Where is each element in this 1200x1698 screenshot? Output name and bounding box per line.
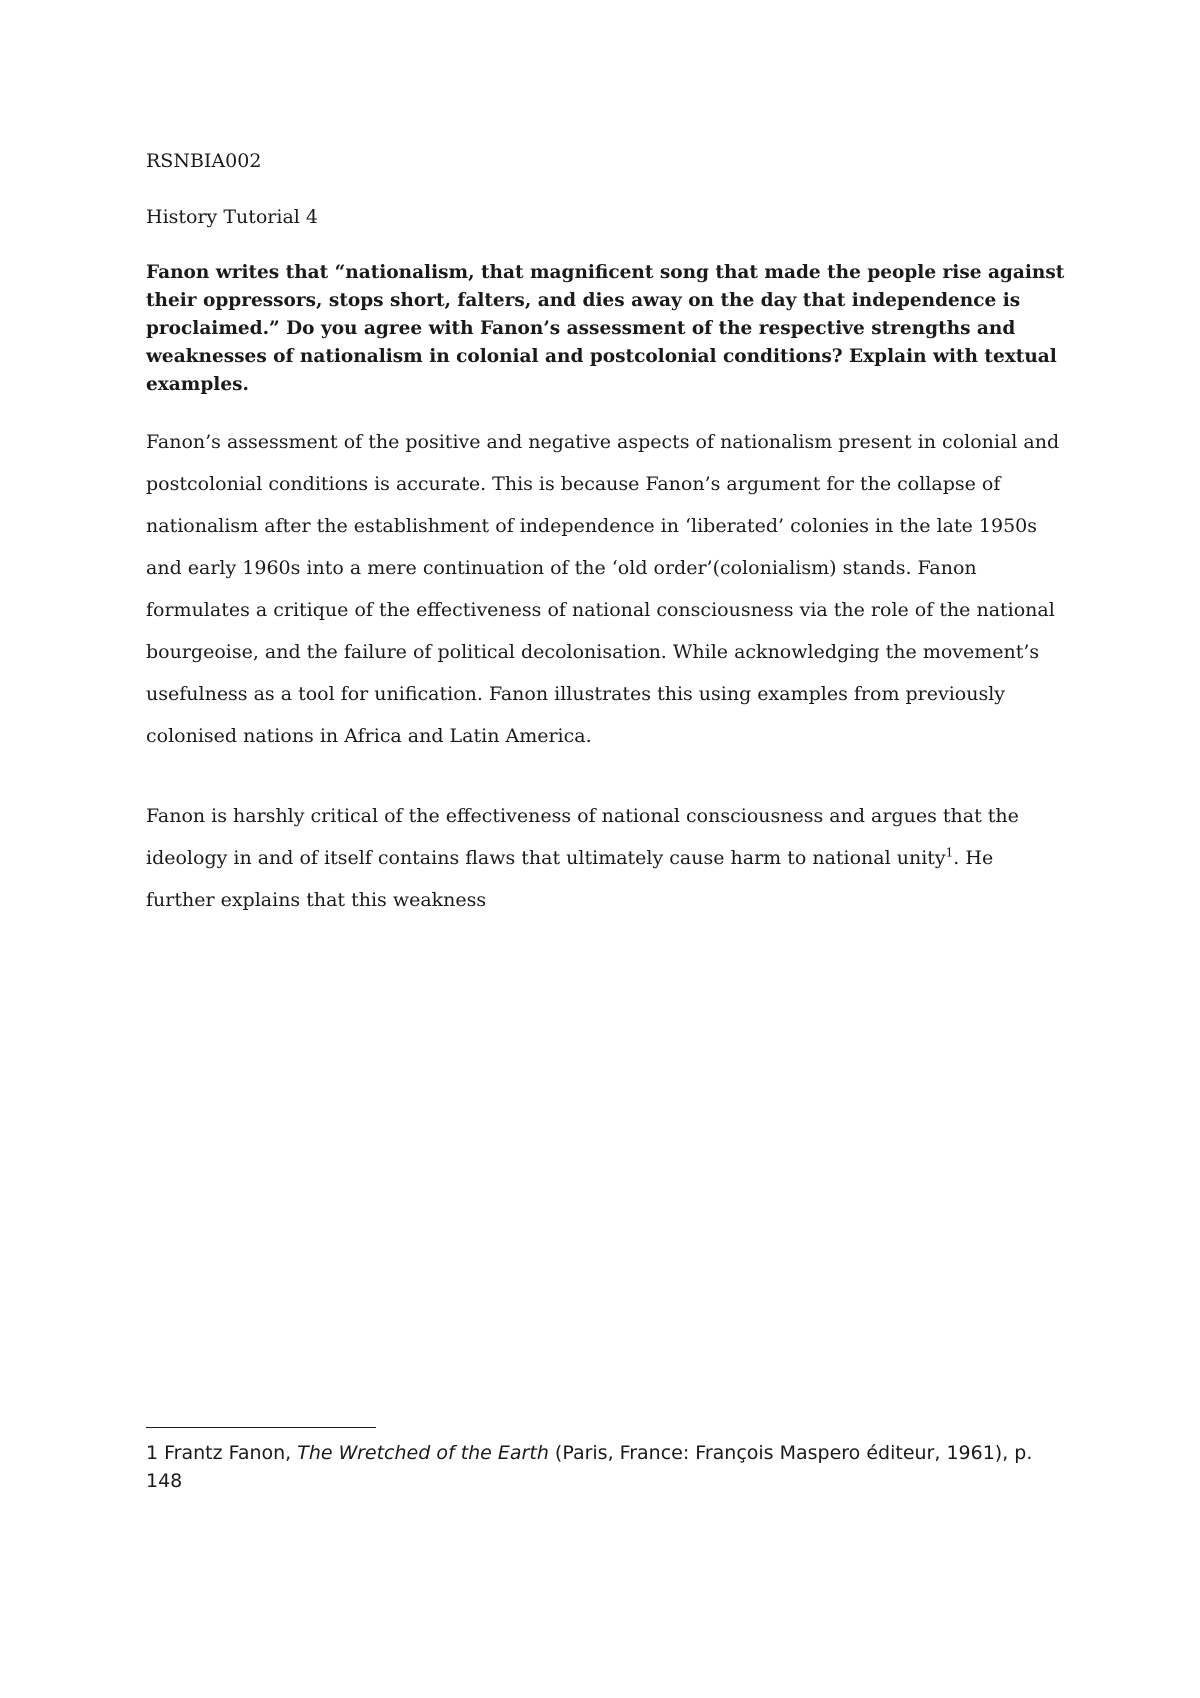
- essay-question: Fanon writes that “nationalism, that magnificent song that made the people rise against their oppressors, stops short, falters, and dies away on the day that independence is proclaimed.” Do you agree with Fanon’s assessment of the respective strengths and weaknesses of nationalism in colonial and postcolonial conditions? Explain with textual examples.: [146, 262, 1065, 395]
- paragraph-2-text-start: Fanon is harshly critical of the effectiveness of national consciousness and argues that the ideology in and of itself contains flaws that ultimately cause harm to national unity: [146, 805, 1019, 869]
- footnote: [146, 1439, 1066, 1495]
- footnote-publication: (Paris, France: François Maspero éditeur, 1961), p. 148: [146, 1442, 1033, 1492]
- body-paragraph-2: [146, 795, 1066, 921]
- course-title: History Tutorial 4: [146, 206, 319, 228]
- footnote-separator: [146, 1427, 376, 1428]
- student-id: RSNBIA002: [146, 150, 262, 172]
- footnote-author: Frantz Fanon,: [164, 1442, 292, 1464]
- paragraph-2-text-end: . He further explains that this weakness: [146, 847, 994, 911]
- footnote-book-title: The Wretched of the Earth: [297, 1442, 549, 1464]
- footnote-reference[interactable]: 1: [945, 845, 954, 860]
- footnote-number: 1: [146, 1442, 159, 1464]
- body-paragraph-1: Fanon’s assessment of the positive and negative aspects of nationalism present in colonial and postcolonial conditions is accurate. This is because Fanon’s argument for the collapse of nationalism after the establishment of independence in ‘liberated’ colonies in the late 1950s and early 1960s into a mere continuation of the ‘old order’(colonialism) stands. Fanon formulates a critique of the effectiveness of national consciousness via the role of the national bourgeoise, and the failure of political decolonisation. While acknowledging the movement’s usefulness as a tool for unification. Fanon illustrates this using examples from previously colonised nations in Africa and Latin America.: [146, 431, 1060, 747]
